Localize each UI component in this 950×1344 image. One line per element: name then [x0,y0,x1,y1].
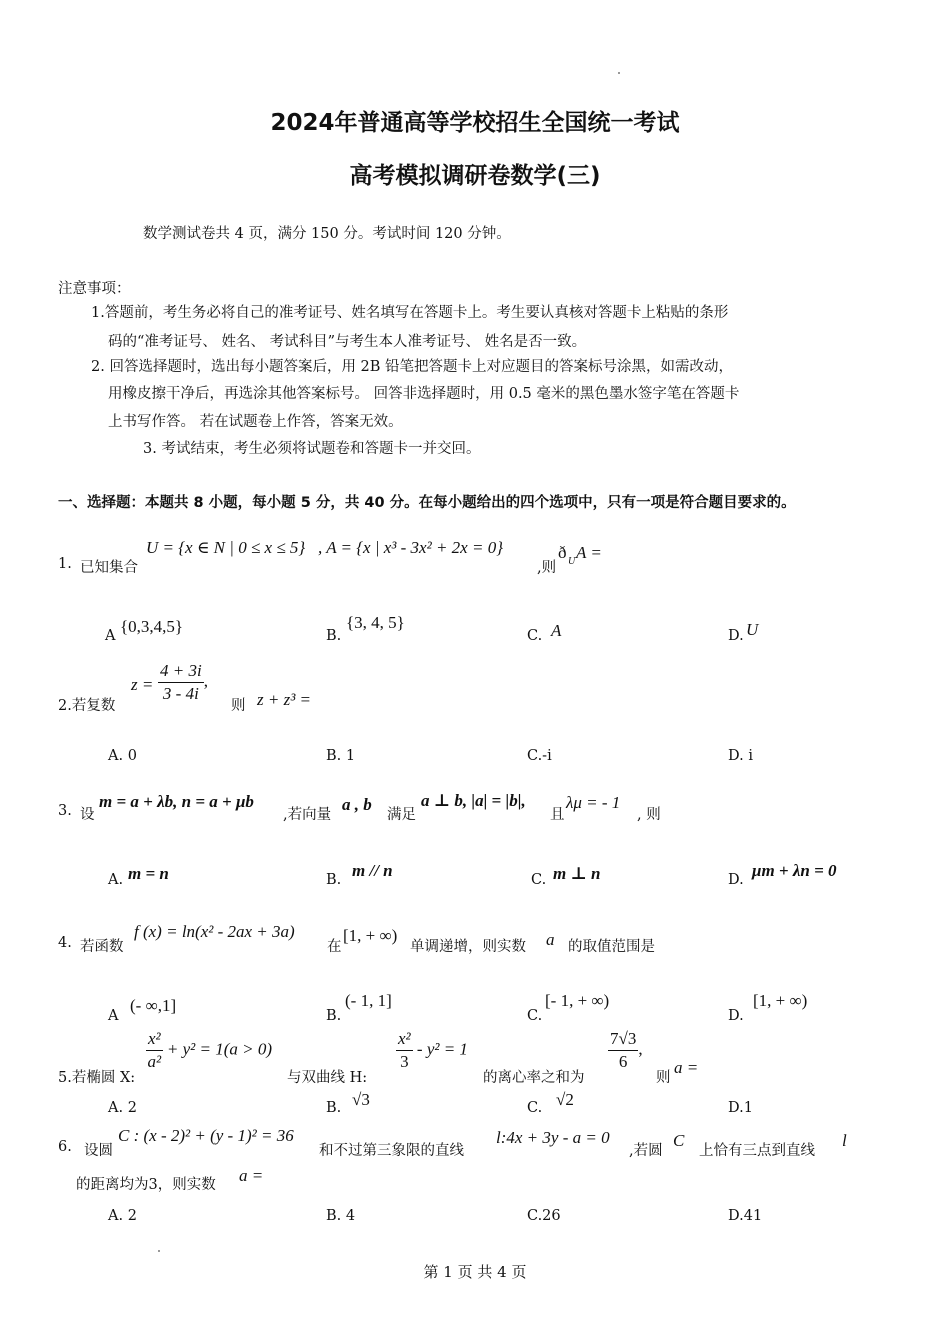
q2-denominator: 3 - 4i [162,684,199,703]
q5-hyperbola [396,1028,468,1073]
q4-option-b-label: B. [326,1008,342,1024]
q2-option-b: B. 1 [326,748,356,764]
q3-lambda-mu: λμ = - 1 [566,793,621,812]
q4-function: f (x) = ln(x² - 2ax + 3a) [134,922,295,941]
q1-option-b-label: B. [326,628,342,644]
note-item-2c: 上书写作答。 若在试题卷上作答，答案无效。 [108,414,403,430]
q5-hyperbola-rest: - y² = 1 [416,1039,468,1059]
q2-option-d: D. i [728,748,753,764]
q6-circle: C [673,1131,685,1150]
q5-ellipse-rest: + y² = 1(a > 0) [166,1039,273,1059]
notes-heading: 注意事项： [58,281,131,297]
q5-sum [608,1028,643,1073]
q3-option-d-label: D. [728,872,744,888]
q6-ask: a = [239,1166,264,1185]
q1-complement-a: A = [576,543,602,562]
q1-option-a: {0,3,4,5} [120,617,184,636]
q2-expression: z + z³ = [257,690,312,709]
note-item-2b: 用橡皮擦干净后，再选涂其他答案标号。 回答非选择题时，用 0.5 毫米的黑色墨水签字笔在答题卡 [108,386,740,402]
q5-option-c: √2 [556,1090,574,1109]
q3-option-a-label: A. [108,872,124,888]
q4-monotonic: 单调递增，则实数 [410,939,526,955]
q2-comma: , [203,671,208,691]
q3-option-b-label: B. [326,872,342,888]
q4-option-a: (- ∞,1] [130,996,177,1015]
q6-line-equation: l:4x + 3y - a = 0 [496,1128,610,1147]
q4-option-c-label: C. [527,1008,543,1024]
q3-then: , 则 [637,807,661,823]
note-item-1a: 1.答题前，考生务必将自己的准考证号、姓名填写在答题卡上。考生要认真核对答题卡上粘贴的条形 [91,305,729,321]
note-item-1b: 码的“准考证号、 姓名、 考试科目”与考生本人准考证号、 姓名是否一致。 [108,334,587,350]
q5-hyperbola-denominator: 3 [400,1052,409,1071]
page-footer: 第 1 页 共 4 页 [423,1263,527,1281]
q1-option-c-label: C. [527,628,543,644]
q6-lead: 设圆 [84,1143,113,1159]
q5-option-d: D.1 [728,1100,753,1116]
q4-interval: [1, + ∞) [343,926,398,945]
q1-option-b: {3, 4, 5} [346,613,405,632]
q1-option-a-label: A [105,628,116,644]
q1-complement-symbol: ð [558,543,567,562]
q6-line: l [842,1131,847,1150]
q3-option-c: m ⊥ n [553,864,601,883]
q3-condition: a ⊥ b, |a| = |b|, [421,791,526,810]
q3-mid: ,若向量 [283,807,332,823]
q2-z: z = [131,675,154,694]
q4-lead: 若函数 [80,939,124,955]
q5-option-c-label: C. [527,1100,543,1116]
q5-ellipse [146,1028,272,1073]
q3-lead: 设 [80,807,95,823]
q6-mid2: 上恰有三点到直线 [699,1143,815,1159]
q5-hyperbola-numerator: x² [396,1028,413,1051]
q2-option-a: A. 0 [108,748,137,764]
q3-vectors-mn: m = a + λb, n = a + μb [99,792,254,811]
q5-ask: a = [674,1058,699,1077]
q5-option-a: A. 2 [108,1100,137,1116]
q1-option-d: U [746,620,759,639]
exam-title: 2024年普通高等学校招生全国统一考试 [270,110,680,136]
q4-option-a-label: A [108,1008,119,1024]
q5-lead: 5.若椭圆 X: [58,1070,136,1086]
q3-and: 且 [550,807,565,823]
section-heading: 一、选择题：本题共 8 小题，每小题 5 分，共 40 分。在每小题给出的四个选项中，只有一项是符合题目要求的。 [58,495,796,511]
q5-mid: 与双曲线 H: [287,1070,368,1086]
q5-option-b: √3 [352,1090,370,1109]
q1-option-c: A [551,621,562,640]
q1-set-u: U = {x ∈ N | 0 ≤ x ≤ 5} [146,538,306,557]
q4-option-b: (- 1, 1] [345,991,392,1010]
note-item-2a: 2. 回答选择题时，选出每小题答案后，用 2B 铅笔把答题卡上对应题目的答案标号涂黑，如需改动， [91,359,734,375]
q3-option-d: μm + λn = 0 [752,861,837,880]
q1-set-a: , A = {x | x³ - 3x² + 2x = 0} [318,538,503,557]
q6-option-d: D.41 [728,1208,763,1224]
q3-number: 3. [58,803,72,819]
q5-sum-numerator: 7√3 [608,1028,638,1051]
q2-numerator: 4 + 3i [158,660,204,683]
q1-complement-sub: U [568,556,576,567]
q1-number: 1. [58,556,72,572]
q3-satisfy: 满足 [387,807,416,823]
q4-number: 4. [58,935,72,951]
q5-eccentricity: 的离心率之和为 [483,1070,585,1086]
q5-sum-comma: , [638,1039,643,1059]
q6-if: ,若圆 [629,1143,663,1159]
q4-option-d: [1, + ∞) [753,991,808,1010]
q2-lead: 2.若复数 [58,698,116,714]
q6-number: 6. [58,1139,72,1155]
q5-ellipse-numerator: x² [146,1028,163,1051]
q6-option-b: B. 4 [326,1208,356,1224]
q2-then: 则 [231,698,246,714]
scan-speck [618,72,620,74]
q2-option-c: C.-i [527,748,552,764]
q3-option-c-label: C. [531,872,547,888]
q6-option-a: A. 2 [108,1208,137,1224]
q4-tail: 的取值范围是 [568,939,655,955]
q4-variable: a [546,930,555,949]
q3-vectors-ab: a , b [342,795,372,814]
q4-in: 在 [327,939,342,955]
q4-option-c: [- 1, + ∞) [545,991,610,1010]
q5-sum-denominator: 6 [618,1052,628,1071]
scan-speck [158,1250,160,1252]
q5-ellipse-denominator: a² [147,1052,162,1071]
q1-option-d-label: D. [728,628,744,644]
q1-then: ,则 [537,560,557,576]
q6-mid: 和不过第三象限的直线 [319,1143,464,1159]
q3-option-b: m // n [352,861,393,880]
exam-intro: 数学测试卷共 4 页，满分 150 分。考试时间 120 分钟。 [143,226,511,242]
note-item-3: 3. 考试结束，考生必须将试题卷和答题卡一并交回。 [143,441,481,457]
q6-line2: 的距离均为3，则实数 [76,1177,216,1193]
q2-fraction [158,660,208,705]
q6-circle-equation: C : (x - 2)² + (y - 1)² = 36 [118,1126,294,1145]
q1-lead: 已知集合 [80,560,138,576]
exam-subtitle: 高考模拟调研卷数学(三) [349,163,601,189]
q3-option-a: m = n [128,864,169,883]
q5-option-b-label: B. [326,1100,342,1116]
q6-option-c: C.26 [527,1208,561,1224]
q4-option-d-label: D. [728,1008,744,1024]
q5-then: 则 [656,1070,671,1086]
